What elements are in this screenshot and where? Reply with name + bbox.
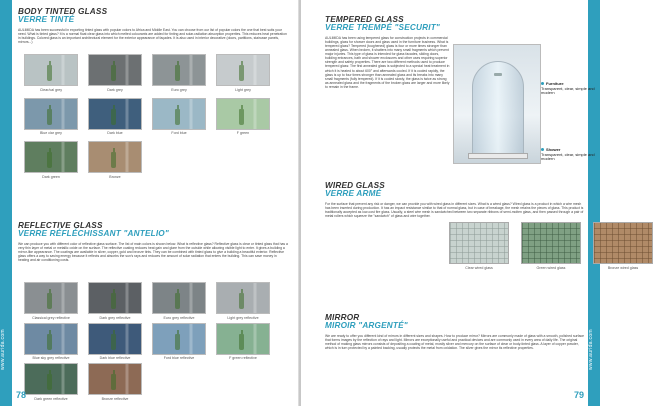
glass-swatch — [88, 141, 142, 179]
glass-swatch-image — [88, 363, 142, 395]
bullet-icon — [541, 82, 544, 85]
reflective-subtitle: VERRE RÉFLÉCHISSANT "ANTELIO" — [18, 229, 169, 239]
wired-glass-image — [521, 222, 581, 264]
bottle-icon — [175, 109, 180, 125]
tempered-subtitle: VERRE TREMPÉ "SECURIT" — [325, 23, 440, 33]
glass-swatch — [24, 54, 78, 92]
website-label[interactable]: www.aurida.com — [0, 329, 6, 371]
glass-swatch-label: Dark green reflective — [34, 396, 68, 401]
glass-swatch-label: Blue sky grey reflective — [32, 356, 70, 360]
wired-glass-image — [449, 222, 509, 264]
tinted-title: BODY TINTED GLASS — [18, 7, 108, 16]
glass-swatch-image — [216, 98, 270, 130]
glass-swatch-label: Blue clar grey — [40, 131, 62, 135]
bottle-icon — [111, 65, 116, 81]
page-number-left: 78 — [16, 390, 27, 400]
annotation-furniture — [541, 82, 599, 96]
wired-glass-image — [593, 222, 653, 264]
bottle-icon — [111, 334, 116, 350]
glass-swatch-label: Light grey reflective — [227, 315, 259, 320]
glass-swatch-image — [216, 323, 270, 355]
glass-swatch-label: Ford blue reflective — [163, 356, 195, 360]
glass-swatch-image — [24, 323, 78, 355]
mirror-subtitle: MIROIR "ARGENTÉ" — [325, 321, 408, 331]
reflective-section — [18, 222, 288, 262]
glass-swatch-image — [88, 282, 142, 314]
right-sidebar — [588, 0, 600, 406]
glass-swatch-image — [152, 54, 206, 86]
bottle-icon — [47, 374, 52, 390]
wired-glass-item — [449, 222, 509, 270]
glass-swatch-label: Euro grey — [171, 87, 187, 92]
annotation-shower-desc: Transparent, clear, simple and modern — [541, 151, 595, 162]
glass-swatch-image — [88, 323, 142, 355]
glass-swatch — [152, 54, 206, 92]
glass-swatch-image — [152, 98, 206, 130]
bottle-icon — [239, 109, 244, 125]
glass-swatch-image — [152, 282, 206, 314]
glass-swatch-label: Classical grey reflective — [32, 315, 70, 320]
tinted-subtitle: VERRE TINTÉ — [18, 15, 75, 25]
bullet-icon — [541, 148, 544, 151]
glass-swatch — [216, 98, 270, 136]
reflective-swatch-grid — [24, 282, 270, 401]
glass-swatch-label: Dark grey reflective — [99, 315, 131, 320]
glass-swatch — [88, 54, 142, 92]
tinted-section — [18, 8, 288, 44]
annotation-shower — [541, 148, 599, 162]
glass-swatch — [152, 323, 206, 361]
bottle-icon — [47, 293, 52, 309]
glass-swatch-label: Light grey — [235, 87, 251, 92]
glass-swatch-image — [24, 54, 78, 86]
glass-swatch — [24, 363, 78, 401]
right-page — [301, 0, 639, 406]
reflective-title: REFLECTIVE GLASS — [18, 221, 103, 230]
glass-swatch-label: Bronze — [109, 174, 121, 179]
mirror-title: MIRROR — [325, 313, 360, 322]
tempered-text: AULIMIDA has been using tempered glass for construction projects in commercial buildings, glass for shower doors and glass used in the furniture business. What is tempered glass? Tempered (toughened) glass is four or more times stronger than annealed glass. When broken, it shatters into many small fragments which prevent major injuries. This type of glass is intended for glass facades, sliding doors, building entrances, bath and shower enclosures and other uses requiring superior strength and safety properties. There are two different methods used to produce tempered glass: The first annealed glass is subjected to a special heat treatment in which it is heated to about 600° and afterwards cooled. If it is cooled rapidly, the glass is up to four times stronger than annealed glass and its breaks into many small fragments (fully tempered). If it is cooled slowly, the glass is twice as strong as annealed glass and the fragments of the broken glass are larger and more likely to remain in the frame. — [325, 35, 450, 89]
glass-swatch-label: Bronze reflective — [101, 396, 129, 401]
bottle-icon — [47, 152, 52, 168]
glass-swatch-label: F green — [236, 131, 250, 135]
left-sidebar — [0, 0, 12, 406]
website-label-right[interactable]: www.aurida.com — [588, 329, 594, 371]
mirror-text: We are ready to offer you different kind of mirrors in different sizes and shapes. How to produce mirror? Mirrors are commonly made of glass with a smooth, polished surface that forms images by the reflection of rays and light. Mirrors are exceptionally useful and practical devices and are commonly used in every area of daily life. The original method of making glass mirrors consists of depositing a coating of metal, mostly silver and mercury on the surface of clear or body-tinted glass. A layer of copper powder, which is in turn protected by a painted backing, usually protects the metal from oxidation. The silver gives the mirror its reflective properties. — [325, 333, 585, 351]
glass-swatch — [88, 98, 142, 136]
bottle-icon — [111, 109, 116, 125]
reflective-text: We can produce you with different color of reflective glass surface. The list of main colors is shown below. What is reflective glass? Reflective glass is clear or tinted glass that has a very thin layer of metal or metallic oxide on the surface. The reflective coating reduces heat gain and glare from the outside while allowing visible light to enter. It gives a building a mirror-like appearance. The coatings are available in silver, copper, gold and bronze tints. They can be combined with tinted glass to give a building a beautiful exterior. Reflective glass offers a way to saving energy because it reflects and absorbs the sun's rays and reduces the amount of solar radiation that enters the building. This can save money in heating and air conditioning costs. — [18, 241, 288, 263]
tinted-text: AULIMIDA has been successful in exporting tinted glass with popular colors to Africa and Middle East. You can choose from our list of popular colors the one that best suits your need. What is tinted glass? It is a normal float clear glass into which melted colourants are added for tinting and solar-radiation absorption properties. This reduces heat penetration in buildings. Colored glass is an important architectural element for the exterior appearance of façades. It is also used in interior decorative (doors, partitions, staircase panels, mirrors...) — [18, 27, 287, 45]
glass-swatch-label: F green reflective — [229, 356, 257, 360]
glass-swatch — [24, 282, 78, 320]
wired-subtitle: VERRE ARMÉ — [325, 189, 382, 199]
glass-swatch — [24, 323, 78, 361]
left-page — [0, 0, 299, 406]
page-number-right: 79 — [573, 390, 584, 400]
wired-glass-grid — [449, 222, 653, 270]
glass-swatch — [216, 323, 270, 361]
tempered-title: TEMPERED GLASS — [325, 15, 404, 24]
glass-swatch-image — [216, 282, 270, 314]
annotation-furniture-desc: Transparent, clear, simple and modern — [541, 85, 595, 96]
shower-tray — [468, 153, 528, 159]
glass-swatch-label: Dark blue reflective — [99, 356, 131, 360]
glass-swatch-label: Dark green — [42, 174, 60, 179]
bottle-icon — [47, 65, 52, 81]
wired-glass-item — [521, 222, 581, 270]
shower-cabin-image — [453, 44, 541, 164]
glass-swatch-image — [88, 98, 142, 130]
wired-title: WIRED GLASS — [325, 181, 385, 190]
bottle-icon — [111, 152, 116, 168]
bottle-icon — [111, 374, 116, 390]
glass-swatch — [88, 282, 142, 320]
annotation-furniture-title: Furniture — [546, 81, 564, 86]
annotation-shower-title: Shower — [546, 147, 561, 152]
glass-swatch — [88, 323, 142, 361]
bottle-icon — [239, 334, 244, 350]
bottle-icon — [47, 109, 52, 125]
glass-swatch-image — [24, 363, 78, 395]
glass-swatch-image — [88, 54, 142, 86]
glass-swatch-label: Clear/cal grey — [39, 87, 63, 92]
glass-swatch-image — [24, 282, 78, 314]
glass-swatch-image — [88, 141, 142, 173]
glass-swatch — [24, 98, 78, 136]
tempered-section — [325, 16, 450, 89]
glass-swatch-label: Dark blue — [107, 131, 123, 135]
bottle-icon — [111, 293, 116, 309]
bottle-icon — [175, 334, 180, 350]
glass-swatch-image — [24, 141, 78, 173]
wired-section — [325, 182, 587, 218]
glass-swatch — [152, 98, 206, 136]
glass-swatch — [216, 282, 270, 320]
wired-glass-item — [593, 222, 653, 270]
glass-swatch — [24, 141, 78, 179]
wired-glass-label: Bronze wired glass — [607, 265, 639, 270]
bottle-icon — [239, 65, 244, 81]
glass-swatch — [152, 282, 206, 320]
mirror-section — [325, 314, 587, 350]
glass-swatch-label: Dark grey — [107, 87, 123, 92]
bottle-icon — [239, 293, 244, 309]
bottle-icon — [175, 65, 180, 81]
glass-swatch-image — [216, 54, 270, 86]
bottle-icon — [175, 293, 180, 309]
wired-text: For the surface that prevent any risk or danger, we can provide you with wired glass in different sizes. What is a wired glass? Wired glass is a product in which a wire mesh has been inserted during production. It has an impact resistance similar to that of normal glass, but in case of breakage, the mesh retains the pieces of glass. This product is traditionally accepted as low-cost fire glass. Usually, a steel wire mesh is sandwiched between two separate ribbons of semi-molten glass, and then passed through a pair of metal rollers which squeeze the "sandwich" of glass and wire together. — [325, 201, 584, 219]
glass-swatch — [216, 54, 270, 92]
wired-glass-label: Clear wired glass — [465, 265, 493, 270]
glass-swatch-label: Ford blue — [171, 131, 187, 135]
tinted-swatch-grid — [24, 54, 270, 179]
glass-swatch — [88, 363, 142, 401]
glass-swatch-image — [24, 98, 78, 130]
shower-head — [494, 73, 502, 76]
glass-swatch-label: Euro grey reflective — [163, 315, 195, 320]
bottle-icon — [47, 334, 52, 350]
wired-glass-label: Green wired glass — [536, 265, 566, 270]
glass-swatch-image — [152, 323, 206, 355]
